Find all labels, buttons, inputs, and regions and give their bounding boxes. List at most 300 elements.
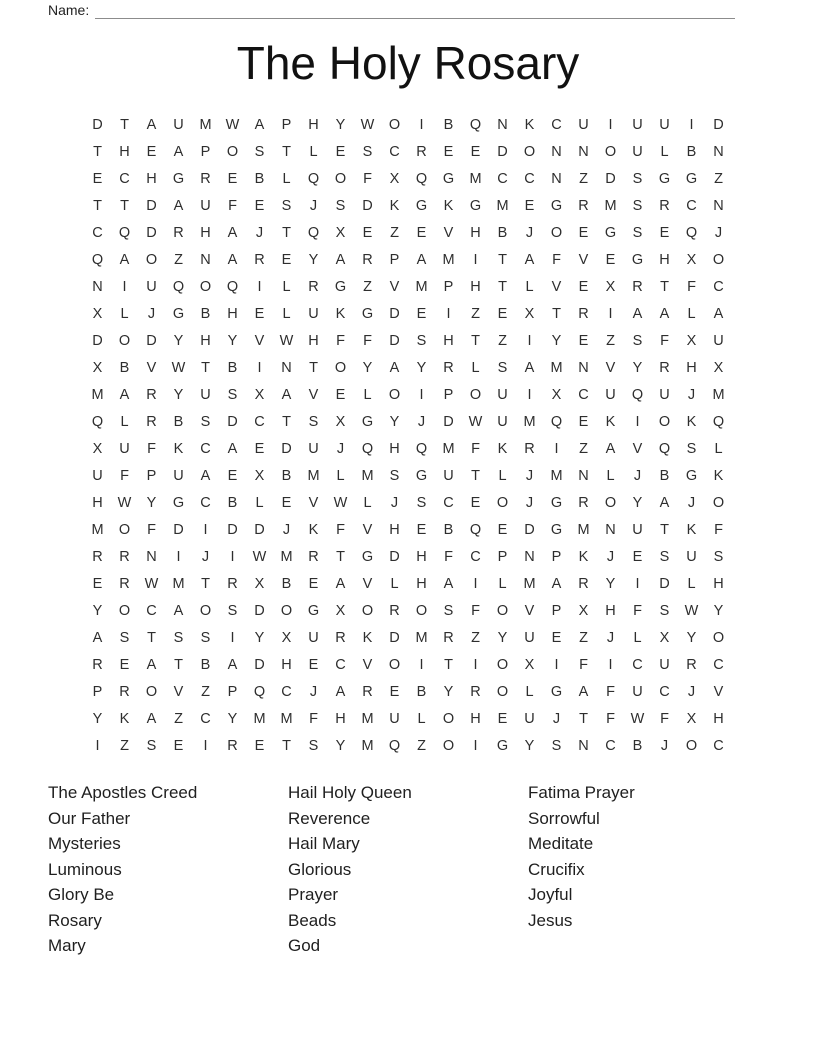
grid-letter: J: [606, 629, 615, 646]
grid-letter: S: [281, 197, 292, 214]
grid-letter: N: [146, 548, 157, 565]
grid-letter: G: [658, 170, 671, 187]
grid-letter: Y: [173, 332, 184, 349]
grid-letter: A: [227, 224, 238, 241]
grid-letter: S: [308, 737, 319, 754]
grid-letter: O: [226, 143, 239, 160]
name-label: Name:: [48, 2, 90, 18]
grid-letter: E: [605, 251, 616, 268]
grid-letter: Y: [632, 359, 643, 376]
grid-letter: I: [554, 656, 559, 673]
grid-letter: M: [307, 467, 320, 484]
grid-letter: I: [95, 737, 100, 754]
grid-letter: R: [443, 629, 454, 646]
grid-letter: G: [172, 170, 185, 187]
grid-letter: Y: [524, 737, 535, 754]
grid-letter: O: [523, 143, 536, 160]
grid-letter: P: [497, 548, 508, 565]
grid-letter: E: [578, 332, 589, 349]
grid-letter: I: [635, 413, 640, 430]
grid-letter: X: [335, 224, 346, 241]
grid-letter: E: [173, 737, 184, 754]
grid-letter: U: [659, 386, 670, 403]
grid-letter: Z: [471, 305, 480, 322]
grid-letter: B: [443, 116, 454, 133]
grid-letter: X: [254, 575, 265, 592]
grid-letter: X: [335, 602, 346, 619]
grid-letter: T: [498, 278, 507, 295]
grid-letter: E: [335, 386, 346, 403]
grid-letter: I: [419, 656, 424, 673]
grid-letter: P: [281, 116, 292, 133]
grid-letter: O: [712, 251, 725, 268]
word-list-item: The Apostles Creed: [48, 783, 198, 802]
grid-letter: A: [335, 683, 346, 700]
word-list-item: Crucifix: [528, 859, 585, 879]
grid-letter: Y: [146, 494, 157, 511]
grid-letter: M: [199, 116, 212, 133]
grid-letter: X: [551, 386, 562, 403]
grid-letter: P: [92, 683, 103, 700]
grid-letter: Q: [469, 116, 482, 133]
grid-letter: H: [443, 332, 454, 349]
grid-letter: K: [443, 197, 454, 214]
grid-letter: E: [227, 467, 238, 484]
grid-letter: D: [362, 197, 373, 214]
grid-letter: T: [660, 521, 669, 538]
grid-letter: A: [119, 251, 130, 268]
grid-letter: Z: [120, 737, 129, 754]
grid-letter: R: [227, 575, 238, 592]
grid-letter: C: [335, 656, 346, 673]
grid-letter: B: [227, 494, 238, 511]
grid-letter: T: [93, 143, 102, 160]
grid-letter: K: [686, 521, 697, 538]
word-list-column: [48, 780, 288, 959]
grid-letter: I: [230, 629, 235, 646]
grid-letter: R: [470, 683, 481, 700]
grid-letter: V: [713, 683, 724, 700]
grid-letter: S: [497, 359, 508, 376]
grid-letter: G: [415, 467, 428, 484]
grid-letter: A: [443, 575, 454, 592]
grid-letter: J: [309, 683, 318, 700]
grid-letter: Q: [307, 224, 320, 241]
grid-letter: I: [554, 440, 559, 457]
grid-letter: I: [446, 305, 451, 322]
grid-letter: L: [336, 467, 345, 484]
grid-letter: H: [713, 710, 724, 727]
grid-letter: D: [389, 629, 400, 646]
grid-letter: S: [173, 629, 184, 646]
word-list-item: Mysteries: [48, 834, 121, 853]
grid-letter: G: [307, 602, 320, 619]
grid-letter: M: [415, 278, 428, 295]
grid-letter: G: [496, 737, 509, 754]
grid-letter: U: [308, 440, 319, 457]
grid-letter: H: [416, 548, 427, 565]
grid-letter: S: [416, 494, 427, 511]
grid-letter: M: [172, 575, 185, 592]
grid-letter: U: [443, 467, 454, 484]
grid-letter: S: [389, 467, 400, 484]
grid-letter: O: [469, 386, 482, 403]
grid-letter: W: [630, 710, 645, 727]
grid-letter: K: [308, 521, 319, 538]
grid-letter: C: [389, 143, 400, 160]
grid-letter: X: [254, 386, 265, 403]
grid-letter: I: [608, 305, 613, 322]
grid-letter: O: [496, 683, 509, 700]
grid-letter: E: [497, 710, 508, 727]
grid-letter: L: [363, 386, 372, 403]
grid-letter: Q: [226, 278, 239, 295]
grid-letter: U: [119, 440, 130, 457]
grid-letter: G: [550, 521, 563, 538]
grid-letter: G: [685, 467, 698, 484]
grid-letter: I: [473, 737, 478, 754]
grid-letter: A: [659, 305, 670, 322]
grid-letter: V: [632, 440, 643, 457]
grid-letter: I: [122, 278, 127, 295]
grid-letter: H: [605, 602, 616, 619]
grid-letter: F: [471, 440, 480, 457]
grid-letter: A: [605, 440, 616, 457]
grid-letter: T: [93, 197, 102, 214]
grid-letter: M: [442, 251, 455, 268]
word-list-item: Mary: [48, 936, 86, 955]
grid-letter: C: [686, 197, 697, 214]
grid-letter: R: [659, 359, 670, 376]
grid-letter: F: [606, 683, 615, 700]
grid-letter: H: [308, 332, 319, 349]
word-list-item: God: [288, 936, 321, 955]
grid-letter: U: [686, 548, 697, 565]
grid-letter: F: [444, 548, 453, 565]
grid-letter: Q: [469, 521, 482, 538]
grid-letter: T: [282, 413, 291, 430]
grid-letter: R: [227, 737, 238, 754]
grid-letter: D: [254, 602, 265, 619]
grid-letter: L: [606, 467, 615, 484]
grid-letter: V: [173, 683, 184, 700]
grid-letter: W: [225, 116, 240, 133]
grid-letter: D: [524, 521, 535, 538]
grid-letter: I: [689, 116, 694, 133]
grid-letter: D: [254, 656, 265, 673]
grid-letter: G: [550, 494, 563, 511]
word-list-column: [288, 780, 528, 959]
grid-letter: K: [686, 413, 697, 430]
grid-letter: F: [714, 521, 723, 538]
grid-letter: T: [201, 359, 210, 376]
grid-letter: T: [660, 278, 669, 295]
grid-letter: S: [308, 413, 319, 430]
grid-letter: A: [173, 143, 184, 160]
grid-letter: G: [685, 170, 698, 187]
grid-letter: A: [227, 440, 238, 457]
grid-letter: T: [201, 575, 210, 592]
grid-letter: S: [200, 629, 211, 646]
grid-letter: U: [389, 710, 400, 727]
grid-letter: M: [577, 521, 590, 538]
grid-letter: D: [227, 413, 238, 430]
grid-letter: O: [388, 656, 401, 673]
grid-letter: O: [334, 359, 347, 376]
grid-letter: C: [254, 413, 265, 430]
grid-letter: F: [336, 521, 345, 538]
grid-letter: C: [713, 278, 724, 295]
grid-letter: U: [632, 683, 643, 700]
grid-letter: N: [578, 737, 589, 754]
grid-letter: R: [578, 494, 589, 511]
grid-letter: F: [363, 332, 372, 349]
grid-letter: O: [442, 710, 455, 727]
grid-letter: C: [605, 737, 616, 754]
grid-letter: H: [470, 278, 481, 295]
page-title: The Holy Rosary: [236, 37, 580, 89]
grid-letter: O: [280, 602, 293, 619]
grid-letter: M: [712, 386, 725, 403]
grid-letter: H: [335, 710, 346, 727]
grid-letter: A: [281, 386, 292, 403]
grid-letter: L: [417, 710, 426, 727]
grid-letter: Z: [579, 170, 588, 187]
grid-letter: L: [120, 305, 129, 322]
grid-letter: I: [257, 359, 262, 376]
grid-letter: R: [92, 656, 103, 673]
grid-letter: T: [471, 332, 480, 349]
grid-letter: I: [608, 116, 613, 133]
grid-letter: E: [281, 251, 292, 268]
grid-letter: R: [92, 548, 103, 565]
grid-letter: C: [281, 683, 292, 700]
grid-letter: A: [416, 251, 427, 268]
grid-letter: B: [119, 359, 130, 376]
grid-letter: D: [389, 548, 400, 565]
grid-letter: Y: [227, 332, 238, 349]
grid-letter: Q: [91, 251, 104, 268]
grid-letter: E: [578, 413, 589, 430]
grid-letter: Y: [362, 359, 373, 376]
grid-letter: M: [550, 467, 563, 484]
grid-letter: M: [361, 737, 374, 754]
grid-letter: M: [523, 575, 536, 592]
grid-letter: S: [686, 440, 697, 457]
grid-letter: O: [199, 602, 212, 619]
grid-letter: W: [333, 494, 348, 511]
grid-letter: F: [660, 710, 669, 727]
grid-letter: D: [227, 521, 238, 538]
grid-letter: A: [92, 629, 103, 646]
grid-letter: T: [444, 656, 453, 673]
grid-letter: L: [525, 278, 534, 295]
grid-letter: E: [227, 170, 238, 187]
grid-letter: V: [308, 494, 319, 511]
grid-letter: Q: [388, 737, 401, 754]
grid-letter: G: [604, 224, 617, 241]
grid-letter: L: [471, 359, 480, 376]
grid-letter: W: [252, 548, 267, 565]
grid-letter: J: [282, 521, 291, 538]
grid-letter: B: [173, 413, 184, 430]
grid-letter: U: [659, 656, 670, 673]
grid-letter: D: [173, 521, 184, 538]
grid-letter: Z: [498, 332, 507, 349]
grid-letter: E: [416, 224, 427, 241]
grid-letter: H: [389, 440, 400, 457]
grid-letter: F: [633, 602, 642, 619]
grid-letter: Z: [363, 278, 372, 295]
grid-letter: Z: [471, 629, 480, 646]
word-list: [48, 780, 768, 959]
grid-letter: C: [200, 440, 211, 457]
grid-letter: R: [578, 305, 589, 322]
grid-letter: A: [659, 494, 670, 511]
grid-letter: O: [712, 494, 725, 511]
grid-letter: V: [146, 359, 157, 376]
grid-letter: Q: [118, 224, 131, 241]
word-list-column: [528, 780, 768, 959]
grid-letter: A: [200, 467, 211, 484]
grid-letter: J: [525, 494, 534, 511]
grid-letter: R: [686, 656, 697, 673]
grid-letter: E: [470, 143, 481, 160]
grid-letter: D: [146, 332, 157, 349]
grid-letter: C: [713, 656, 724, 673]
grid-letter: E: [578, 224, 589, 241]
grid-letter: R: [308, 548, 319, 565]
grid-letter: O: [496, 602, 509, 619]
grid-letter: A: [173, 197, 184, 214]
grid-letter: Y: [713, 602, 724, 619]
grid-letter: O: [442, 737, 455, 754]
grid-letter: T: [147, 629, 156, 646]
grid-letter: I: [473, 251, 478, 268]
grid-letter: H: [119, 143, 130, 160]
grid-letter: N: [497, 116, 508, 133]
grid-letter: E: [335, 143, 346, 160]
grid-letter: X: [686, 710, 697, 727]
grid-letter: Y: [632, 494, 643, 511]
grid-letter: Z: [174, 251, 183, 268]
grid-letter: Z: [579, 440, 588, 457]
grid-letter: C: [119, 170, 130, 187]
grid-letter: D: [605, 170, 616, 187]
grid-letter: E: [443, 143, 454, 160]
grid-letter: U: [497, 413, 508, 430]
grid-letter: B: [281, 575, 292, 592]
grid-letter: B: [227, 359, 238, 376]
grid-letter: R: [632, 278, 643, 295]
grid-letter: E: [254, 440, 265, 457]
grid-letter: U: [524, 710, 535, 727]
grid-letter: B: [254, 170, 265, 187]
grid-letter: D: [659, 575, 670, 592]
grid-letter: H: [713, 575, 724, 592]
grid-letter: E: [254, 197, 265, 214]
grid-letter: X: [713, 359, 724, 376]
grid-letter: R: [389, 602, 400, 619]
grid-letter: E: [497, 305, 508, 322]
grid-letter: X: [524, 656, 535, 673]
grid-letter: E: [281, 494, 292, 511]
grid-letter: O: [118, 521, 131, 538]
word-list-item: Hail Holy Queen: [288, 783, 412, 802]
grid-letter: F: [147, 521, 156, 538]
grid-letter: N: [92, 278, 103, 295]
grid-letter: A: [578, 683, 589, 700]
grid-letter: L: [390, 575, 399, 592]
name-fill-line: [95, 2, 735, 19]
grid-letter: E: [308, 656, 319, 673]
grid-letter: T: [309, 359, 318, 376]
grid-letter: E: [389, 683, 400, 700]
grid-letter: H: [146, 170, 157, 187]
grid-letter: R: [119, 575, 130, 592]
grid-letter: D: [389, 305, 400, 322]
grid-letter: T: [120, 116, 129, 133]
grid-letter: E: [470, 494, 481, 511]
grid-letter: T: [498, 251, 507, 268]
name-row: [48, 2, 735, 19]
grid-letter: L: [120, 413, 129, 430]
grid-letter: G: [361, 548, 374, 565]
grid-letter: S: [632, 197, 643, 214]
grid-letter: S: [443, 602, 454, 619]
grid-letter: L: [660, 143, 669, 160]
grid-letter: F: [471, 602, 480, 619]
grid-letter: P: [551, 548, 562, 565]
grid-letter: S: [632, 170, 643, 187]
grid-letter: K: [173, 440, 184, 457]
grid-letter: Q: [307, 170, 320, 187]
grid-letter: A: [173, 602, 184, 619]
grid-letter: S: [146, 737, 157, 754]
grid-letter: W: [279, 332, 294, 349]
grid-letter: G: [334, 278, 347, 295]
grid-letter: R: [119, 548, 130, 565]
grid-letter: C: [443, 494, 454, 511]
word-list-item: Sorrowful: [528, 808, 600, 828]
grid-letter: L: [363, 494, 372, 511]
grid-letter: V: [524, 602, 535, 619]
grid-letter: D: [497, 143, 508, 160]
grid-letter: M: [550, 359, 563, 376]
grid-letter: O: [550, 224, 563, 241]
grid-letter: C: [146, 602, 157, 619]
grid-letter: D: [146, 197, 157, 214]
grid-letter: U: [200, 386, 211, 403]
grid-letter: V: [362, 656, 373, 673]
grid-letter: M: [442, 440, 455, 457]
grid-letter: G: [361, 413, 374, 430]
grid-letter: T: [174, 656, 183, 673]
grid-letter: R: [443, 359, 454, 376]
grid-letter: T: [579, 710, 588, 727]
grid-letter: S: [362, 143, 373, 160]
grid-letter: Y: [335, 737, 346, 754]
grid-letter: N: [551, 170, 562, 187]
grid-letter: E: [551, 629, 562, 646]
grid-letter: Y: [416, 359, 427, 376]
grid-letter: R: [254, 251, 265, 268]
grid-letter: H: [470, 224, 481, 241]
grid-letter: R: [524, 440, 535, 457]
grid-letter: T: [282, 224, 291, 241]
grid-letter: Q: [415, 170, 428, 187]
grid-letter: U: [605, 386, 616, 403]
